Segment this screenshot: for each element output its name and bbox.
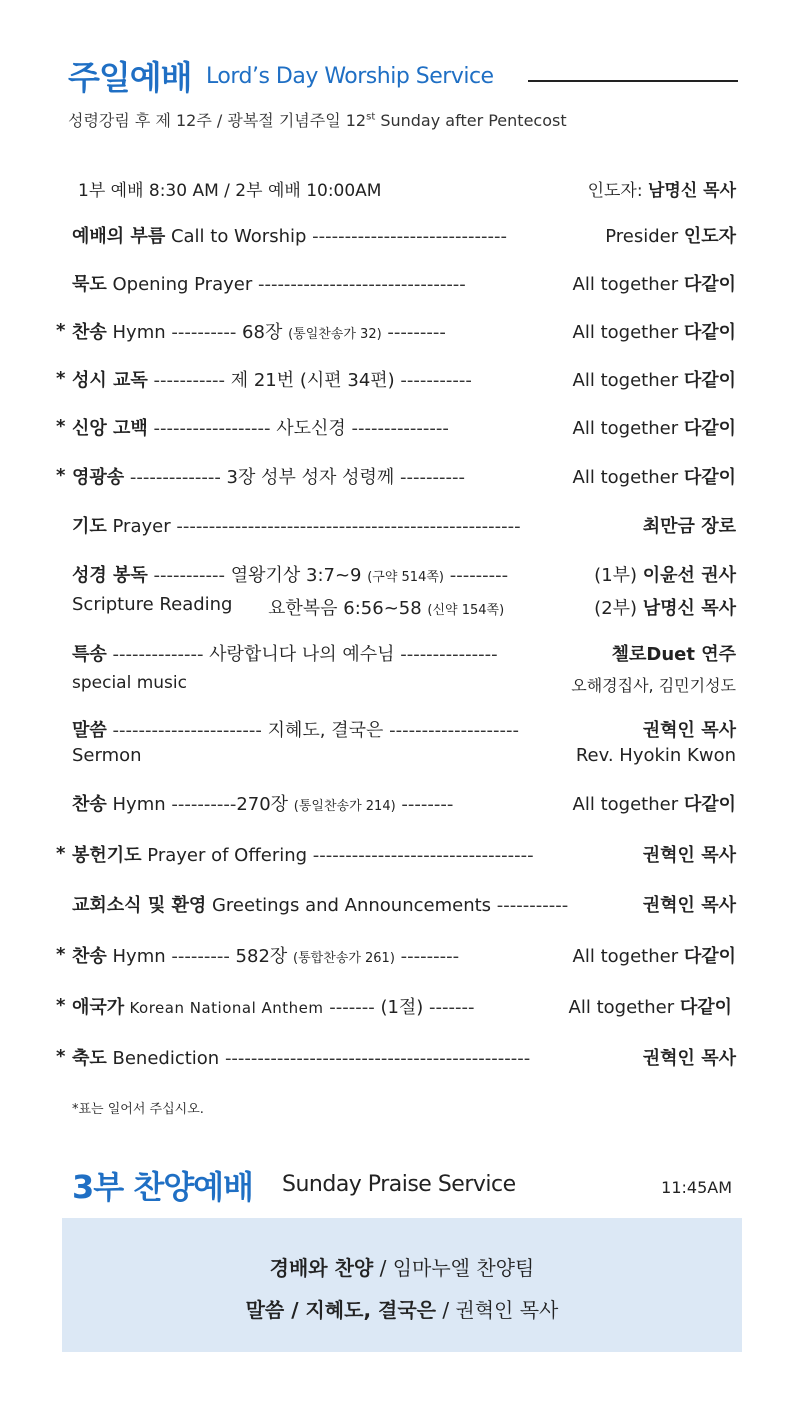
header — [68, 52, 748, 102]
leader-en: All together — [568, 997, 680, 1018]
item-en: Hymn — [106, 322, 166, 343]
sermon-preacher: 권혁인 목사 — [642, 720, 736, 741]
leader-ko: 다같이 — [683, 467, 736, 488]
order-item — [56, 891, 736, 921]
item-title — [72, 366, 472, 392]
item-en: Call to Worship — [165, 226, 307, 247]
praise-line-sermon — [62, 1294, 742, 1323]
title-divider — [528, 80, 738, 82]
item-title — [72, 318, 446, 344]
item-en: Korean National Anthem — [124, 999, 324, 1017]
special-ko: 특송 — [72, 644, 107, 665]
reader-2 — [594, 594, 736, 620]
item-detail-small: (통일찬송가 214) — [293, 799, 396, 814]
special-sub-row — [72, 673, 736, 699]
leader-ko: 권혁인 목사 — [642, 845, 736, 866]
dash-leader: --------------- — [345, 418, 449, 439]
item-leader — [573, 318, 736, 344]
reader-2-name: 남명신 목사 — [642, 598, 736, 619]
dash-leader: -------------- — [124, 467, 227, 488]
presider-name: 남명신 목사 — [647, 181, 736, 201]
praise-preacher: / 권혁인 목사 — [435, 1298, 559, 1322]
leader-ko: 권혁인 목사 — [642, 895, 736, 916]
item-title — [72, 414, 449, 440]
order-item — [56, 366, 736, 396]
item-leader — [605, 222, 736, 248]
item-leader — [643, 1044, 736, 1070]
item-title — [72, 942, 459, 968]
leader-ko: 다같이 — [683, 946, 736, 967]
order-item — [56, 512, 736, 542]
dash-leader: ------------------ — [147, 418, 277, 439]
item-ko: 찬송 — [72, 794, 107, 815]
dash-leader: ---------- — [165, 794, 237, 815]
dash-leader: -------- — [395, 794, 454, 815]
order-item — [56, 270, 736, 300]
item-ko: 봉헌기도 — [72, 845, 142, 866]
special-en: special music — [72, 673, 187, 693]
leader-en: All together — [572, 370, 684, 391]
dash-leader: ---------- — [394, 467, 465, 488]
item-en: Opening Prayer — [106, 274, 253, 295]
item-leader — [573, 942, 736, 968]
item-leader — [573, 790, 736, 816]
standing-mark: * — [56, 995, 66, 1016]
leader-en: All together — [572, 418, 684, 439]
special-song: 사랑합니다 나의 예수님 — [209, 644, 395, 665]
item-title — [72, 222, 507, 248]
item-title — [72, 993, 475, 1019]
order-item — [56, 222, 736, 252]
service-times: 1부 예배 8:30 AM / 2부 예배 10:00AM — [78, 181, 382, 201]
leader-ko: 다같이 — [683, 322, 736, 343]
special-music-row — [56, 640, 736, 670]
scripture-row — [56, 561, 736, 591]
subtitle-end: Sunday after Pentecost — [375, 111, 567, 130]
sermon-topic: 지혜도, 결국은 — [267, 720, 384, 741]
item-en: Prayer — [106, 516, 171, 537]
item-leader — [643, 891, 736, 917]
item-title — [72, 891, 568, 917]
leader-en: All together — [572, 794, 684, 815]
dash-leader: ----------------------- — [106, 720, 268, 741]
dash-leader: ----------------------------------------------------- — [170, 516, 521, 537]
sermon-sub-row — [72, 745, 736, 771]
reader-1-part: (1부) — [594, 565, 643, 586]
special-title — [72, 640, 498, 666]
dash-leader: --------- — [394, 946, 460, 967]
passage-2 — [268, 594, 504, 620]
presider — [588, 176, 736, 201]
praise-team: / 임마누엘 찬양팀 — [373, 1256, 535, 1280]
standing-mark: * — [56, 320, 66, 341]
reader-2-part: (2부) — [594, 598, 643, 619]
order-item — [56, 318, 736, 348]
leader-en: All together — [572, 274, 684, 295]
item-ko: 묵도 — [72, 274, 107, 295]
dash-leader: ----------- — [147, 565, 231, 586]
standing-mark: * — [56, 843, 66, 864]
special-performance: 첼로Duet 연주 — [611, 644, 736, 665]
item-detail: 사도신경 — [276, 418, 346, 439]
subtitle — [68, 108, 567, 131]
presider-label: 인도자: — [587, 181, 648, 201]
dash-leader: --------- — [381, 322, 446, 343]
order-item — [56, 993, 736, 1023]
item-detail: 270장 — [236, 794, 294, 815]
item-leader — [643, 512, 736, 538]
item-detail: 582장 — [235, 946, 294, 967]
dash-leader: ----------------------------------------------- — [219, 1048, 531, 1069]
item-leader — [573, 414, 736, 440]
dash-leader: ------- — [323, 997, 381, 1018]
page-title-en: Lord’s Day Worship Service — [206, 64, 494, 89]
standing-mark: * — [56, 1046, 66, 1067]
item-ko: 예배의 부름 — [72, 226, 166, 247]
standing-mark: * — [56, 465, 66, 486]
item-en: Greetings and Announcements — [206, 895, 492, 916]
scripture-sub-row — [72, 594, 736, 620]
order-item — [56, 841, 736, 871]
reader-1-name: 이윤선 권사 — [642, 565, 736, 586]
dash-leader: ------------------------------ — [306, 226, 508, 247]
scripture-en: Scripture Reading — [72, 594, 233, 615]
leader-en: All together — [572, 467, 684, 488]
subtitle-text: 성령강림 후 제 12주 / 광복절 기념주일 12 — [68, 111, 367, 130]
item-en: Hymn — [106, 946, 166, 967]
leader-ko: 다같이 — [683, 274, 736, 295]
item-en: Hymn — [106, 794, 166, 815]
leader-en: Presider — [605, 226, 684, 247]
dash-leader: ----------- — [394, 370, 472, 391]
leader-en: All together — [572, 946, 684, 967]
dash-leader: -------------- — [106, 644, 210, 665]
dash-leader: ---------- — [165, 322, 243, 343]
dash-leader: -------------------------------- — [252, 274, 466, 295]
praise-box — [62, 1218, 742, 1352]
scripture-title — [72, 561, 508, 587]
leader-en: All together — [572, 322, 684, 343]
item-leader — [573, 463, 736, 489]
dash-leader: ----------- — [147, 370, 231, 391]
item-ko: 찬송 — [72, 322, 107, 343]
leader-ko: 다같이 — [683, 370, 736, 391]
praise-title: 3부 찬양예배 — [72, 1168, 253, 1206]
item-detail: 68장 — [242, 322, 289, 343]
sermon-title — [72, 716, 519, 742]
item-detail-small: (통합찬송가 261) — [293, 951, 395, 966]
special-performers: 오해경집사, 김민기성도 — [571, 676, 736, 695]
item-title — [72, 270, 466, 296]
item-ko: 기도 — [72, 516, 107, 537]
passage-2-text: 요한복음 6:56~58 — [268, 598, 428, 619]
item-leader — [573, 270, 736, 296]
item-en: Benediction — [106, 1048, 220, 1069]
passage-1-page: (구약 514쪽) — [367, 570, 444, 585]
order-item — [56, 942, 736, 972]
item-leader — [573, 366, 736, 392]
item-detail: 제 21번 (시편 34편) — [230, 370, 395, 391]
page-title: 주일예배 — [68, 58, 192, 97]
item-en: Prayer of Offering — [141, 845, 308, 866]
scripture-ko: 성경 봉독 — [72, 565, 148, 586]
dash-leader: --------- — [443, 565, 509, 586]
dash-leader: ------- — [423, 997, 475, 1018]
praise-line-worship — [62, 1252, 742, 1281]
order-item — [56, 1044, 736, 1074]
item-title — [72, 463, 465, 489]
service-times-row — [56, 176, 736, 206]
item-leader — [643, 841, 736, 867]
dash-leader: --------- — [165, 946, 236, 967]
item-ko: 영광송 — [72, 467, 125, 488]
standing-mark: * — [56, 944, 66, 965]
item-detail-small: (통일찬송가 32) — [288, 327, 382, 342]
item-ko: 성시 교독 — [72, 370, 148, 391]
praise-worship: 경배와 찬양 — [269, 1256, 374, 1280]
leader-ko: 최만금 장로 — [642, 516, 736, 537]
leader-ko: 다같이 — [683, 794, 736, 815]
item-ko: 찬송 — [72, 946, 107, 967]
praise-header — [72, 1162, 736, 1206]
item-ko: 신앙 고백 — [72, 418, 148, 439]
standing-mark: * — [56, 416, 66, 437]
sermon-preacher-en: Rev. Hyokin Kwon — [575, 745, 736, 766]
standing-mark: * — [56, 368, 66, 389]
dash-leader: ---------------------------------- — [307, 845, 534, 866]
leader-ko: 다같이 — [679, 997, 732, 1018]
dash-leader: --------------- — [394, 644, 498, 665]
item-ko: 교회소식 및 환영 — [72, 895, 207, 916]
item-ko: 축도 — [72, 1048, 107, 1069]
item-title — [72, 790, 453, 816]
item-ko: 애국가 — [72, 997, 125, 1018]
item-title — [72, 841, 534, 867]
item-detail: (1절) — [380, 997, 424, 1018]
leader-ko: 인도자 — [683, 226, 736, 247]
dash-leader: ----------- — [491, 895, 569, 916]
sermon-ko: 말씀 — [72, 720, 107, 741]
item-leader — [569, 993, 732, 1019]
order-item — [56, 790, 736, 820]
order-item — [56, 414, 736, 444]
order-item — [56, 463, 736, 493]
praise-time: 11:45AM — [661, 1178, 732, 1197]
item-detail: 3장 성부 성자 성령께 — [226, 467, 395, 488]
passage-1: 열왕기상 3:7~9 — [230, 565, 368, 586]
sermon-row — [56, 716, 736, 746]
dash-leader: -------------------- — [383, 720, 520, 741]
passage-2-page: (신약 154쪽) — [427, 603, 505, 618]
subtitle-sup: st — [366, 111, 376, 123]
item-title — [72, 1044, 530, 1070]
item-title — [72, 512, 521, 538]
leader-ko: 권혁인 목사 — [642, 1048, 736, 1069]
reader-1 — [594, 561, 736, 587]
sermon-en: Sermon — [72, 745, 142, 766]
standing-note: *표는 일어서 주십시오. — [72, 1102, 204, 1117]
praise-title-en: Sunday Praise Service — [282, 1172, 516, 1197]
praise-sermon: 말씀 / 지혜도, 결국은 — [245, 1298, 436, 1322]
leader-ko: 다같이 — [683, 418, 736, 439]
